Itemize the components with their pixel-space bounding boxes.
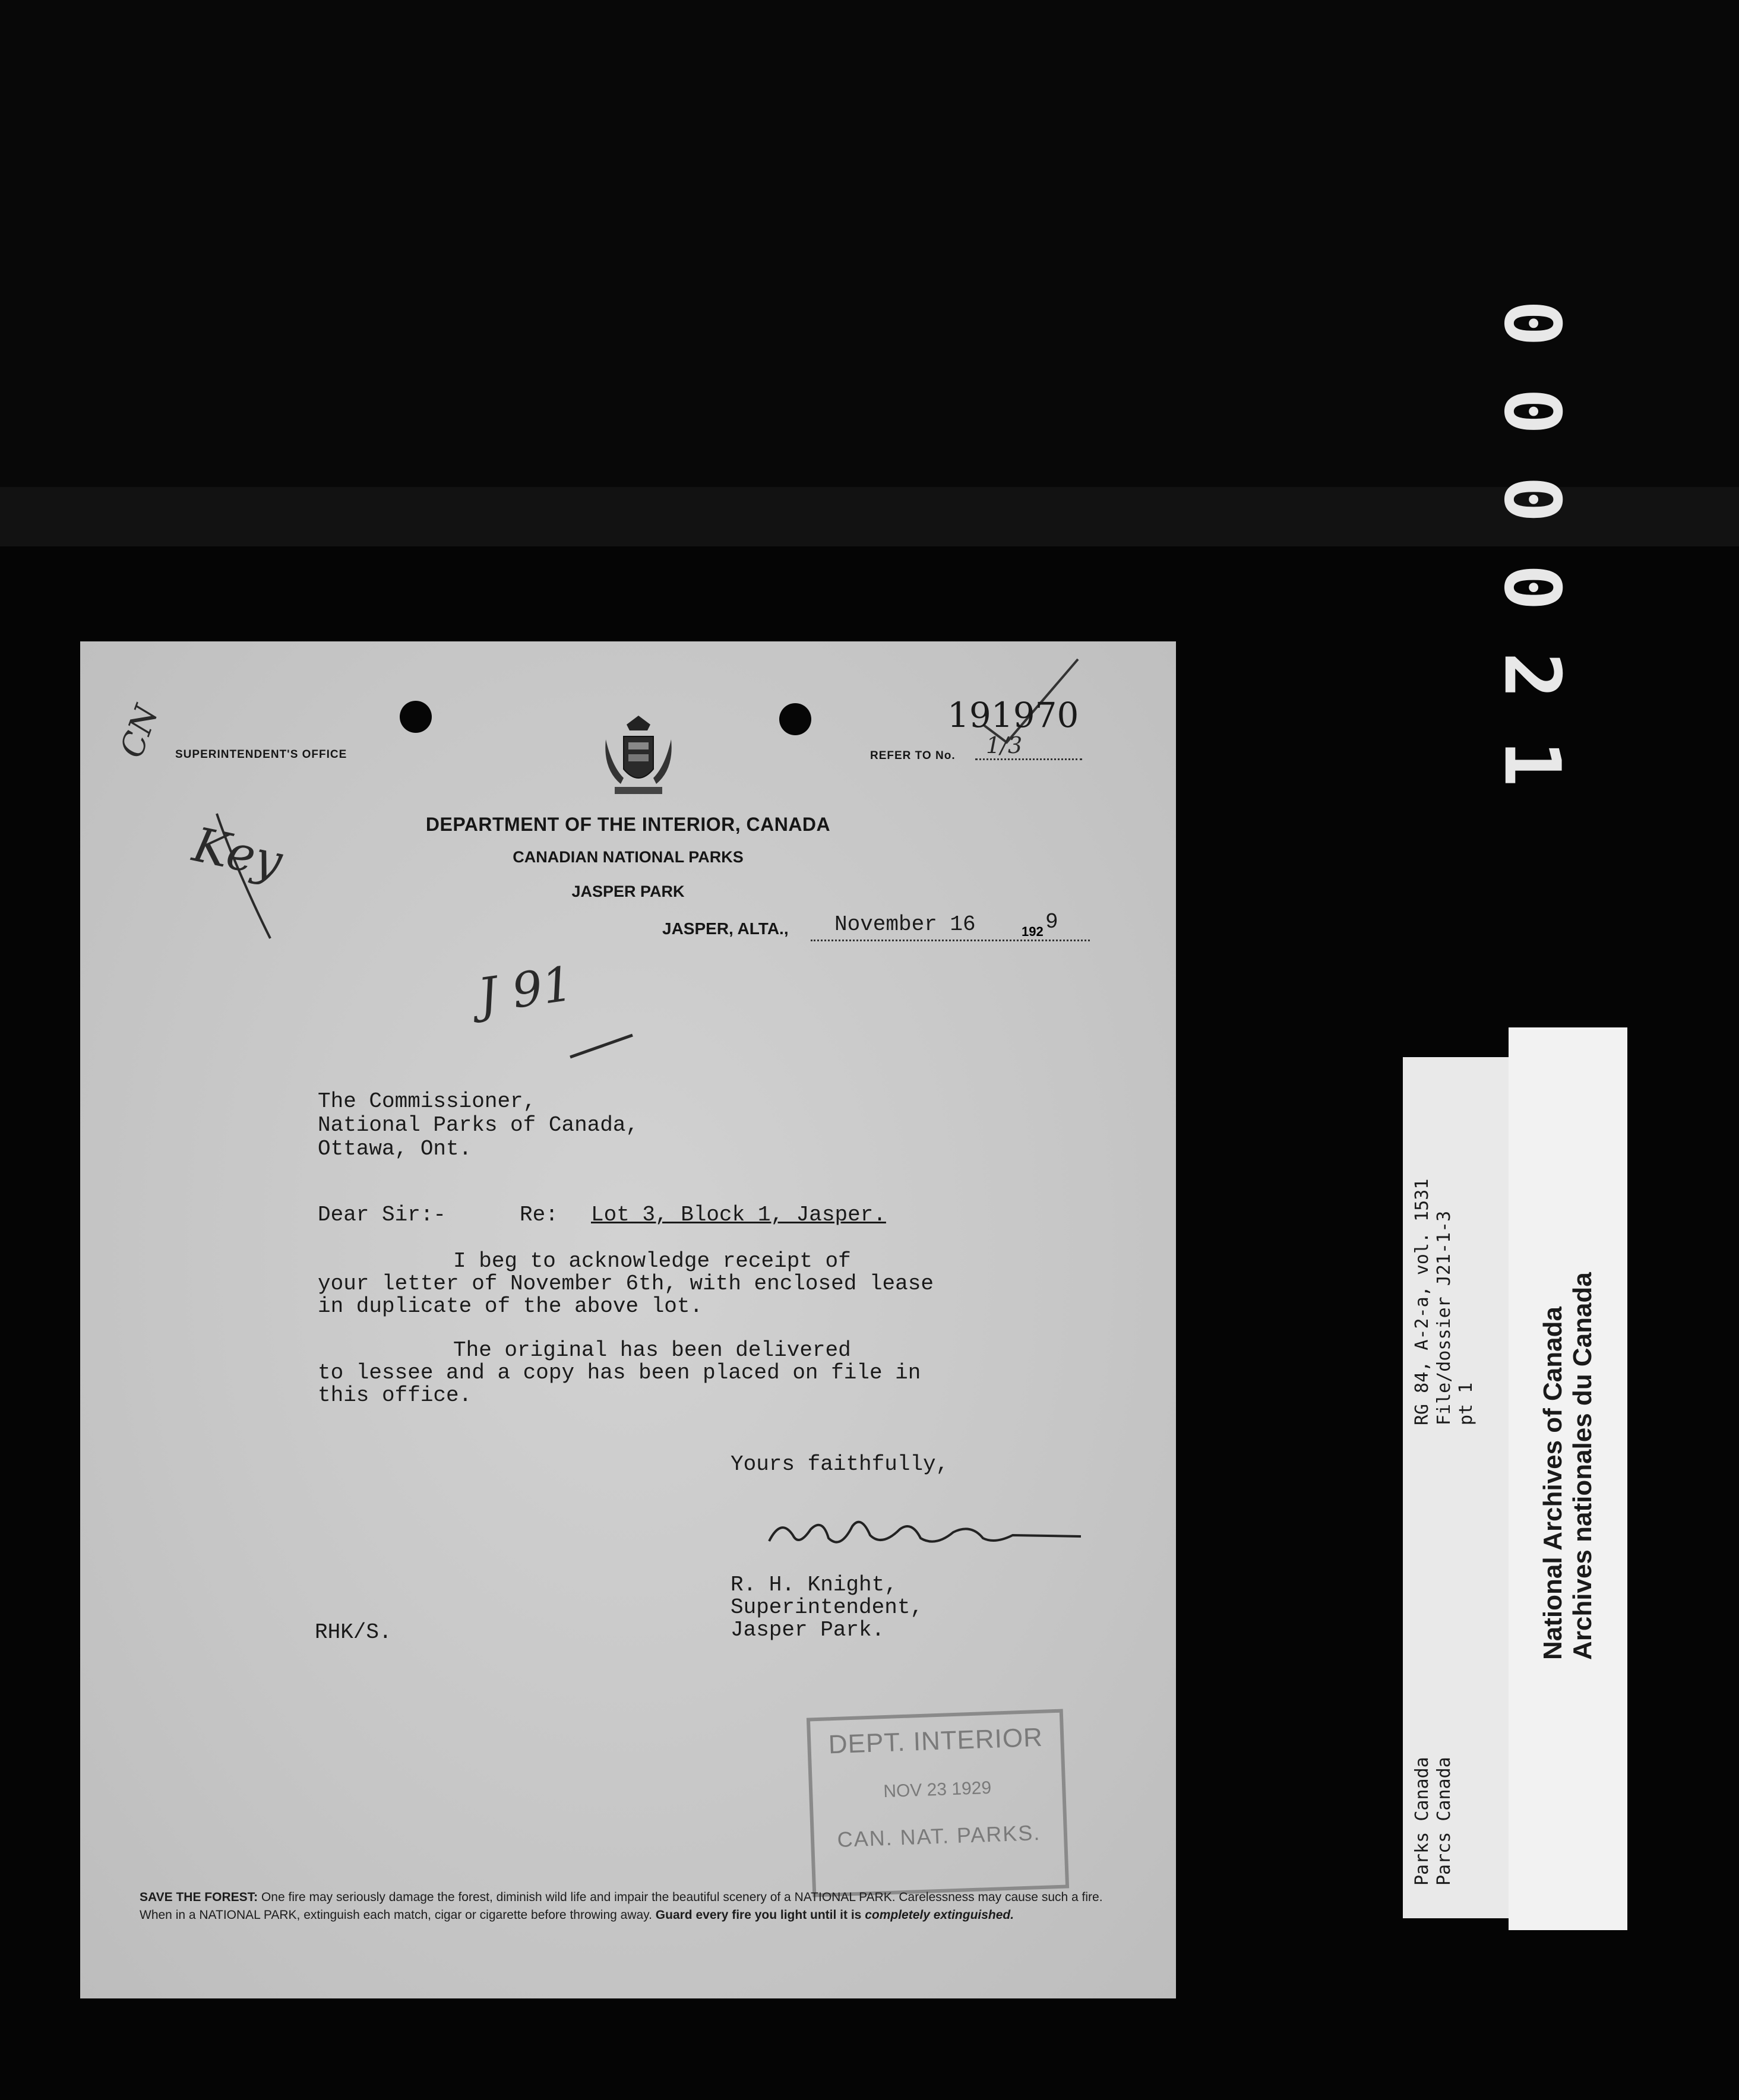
signature-image: [757, 1506, 1090, 1559]
punch-hole-left: [400, 701, 432, 733]
national-archives-banner: [1509, 1027, 1627, 1930]
stamp-line-2: NOV 23 1929: [883, 1778, 992, 1802]
file-number: 191970: [947, 695, 1079, 735]
year-suffix: 9: [1045, 910, 1058, 934]
banner-line-en: National Archives of Canada: [1538, 1307, 1567, 1660]
notice-text: One fire may seriously damage the forest, diminish wild life and impair the beautiful scenery of a NATIONAL PARK. Carelessness may cause such a fire. When in a NATIONAL PARK, extinguish each match, cigar or cigarette before throwing away.: [140, 1890, 1103, 1922]
archive-reference-label: [1403, 1057, 1517, 1918]
film-band-upper: [0, 0, 1739, 487]
address-line-1: The Commissioner,: [318, 1089, 536, 1114]
label-reference-line: RG 84, A-2-a, vol. 1531: [1412, 1178, 1433, 1425]
refer-field: [975, 733, 1082, 760]
film-band-middle: [0, 487, 1739, 546]
save-the-forest-notice: [140, 1889, 1120, 1924]
address-line-3: Ottawa, Ont.: [318, 1137, 472, 1161]
notice-guard: Guard every fire you light until it is: [655, 1908, 865, 1922]
annotation-center: J 91: [475, 956, 576, 1024]
punch-hole-right: [779, 703, 811, 735]
label-agency-en: Parks Canada: [1412, 1757, 1433, 1886]
closing: Yours faithfully,: [731, 1452, 949, 1476]
signer-title: Superintendent,: [731, 1595, 924, 1620]
body-p1-line-3: in duplicate of the above lot.: [318, 1294, 703, 1318]
reference-initials: RHK/S.: [315, 1620, 392, 1644]
signer-name: R. H. Knight,: [731, 1573, 897, 1597]
label-part-line: pt 1: [1456, 1382, 1476, 1425]
salutation: Dear Sir:-: [318, 1203, 447, 1227]
body-p1-line-1: I beg to acknowledge receipt of: [389, 1249, 851, 1273]
body-p1-line-2: your letter of November 6th, with enclosed lease: [318, 1272, 934, 1296]
branch-heading: CANADIAN NATIONAL PARKS: [513, 848, 744, 866]
banner-line-fr: Archives nationales du Canada: [1568, 1272, 1597, 1660]
office-label: SUPERINTENDENT'S OFFICE: [175, 748, 347, 761]
annotation-dash-mark: [567, 1030, 638, 1066]
date-typed: November 16: [834, 912, 976, 937]
address-block: [318, 1090, 638, 1161]
notice-emphasis: completely extinguished.: [865, 1908, 1014, 1922]
stamp-line-3: CAN. NAT. PARKS.: [836, 1820, 1041, 1852]
label-agency-fr: Parcs Canada: [1434, 1757, 1455, 1886]
body-p2-line-1: The original has been delivered: [389, 1338, 851, 1362]
label-file-line: File/dossier J21-1-3: [1434, 1210, 1455, 1425]
stamp-line-1: DEPT. INTERIOR: [828, 1722, 1044, 1760]
body-paragraph-2: [318, 1339, 921, 1407]
frame-number: 000021: [1487, 300, 1578, 828]
park-heading: JASPER PARK: [571, 883, 685, 900]
received-stamp: [807, 1709, 1069, 1897]
address-line-2: National Parks of Canada,: [318, 1113, 639, 1137]
refer-value: 1/3: [986, 732, 1023, 758]
annotation-top-left: CN: [112, 700, 166, 763]
signer-location: Jasper Park.: [731, 1618, 885, 1642]
body-p2-line-2: to lessee and a copy has been placed on file in: [318, 1361, 921, 1385]
department-heading: DEPARTMENT OF THE INTERIOR, CANADA: [425, 814, 831, 835]
refer-label: REFER TO No.: [870, 749, 956, 762]
re-label: Re:: [520, 1203, 558, 1227]
frame-counter: [1487, 279, 1578, 849]
re-subject: Lot 3, Block 1, Jasper.: [591, 1203, 886, 1227]
place-label: JASPER, ALTA.,: [662, 919, 789, 938]
body-paragraph-1: [318, 1250, 934, 1318]
coat-of-arms-icon: [600, 713, 677, 802]
annotation-left: Key: [188, 817, 287, 890]
notice-lead: SAVE THE FOREST:: [140, 1890, 258, 1904]
signature-block: [731, 1574, 923, 1642]
body-p2-line-3: this office.: [318, 1383, 472, 1408]
year-prefix: 192: [1022, 924, 1044, 939]
letter-page: [80, 641, 1176, 1998]
date-field: [811, 910, 1090, 941]
place-date-line: [662, 910, 1090, 944]
